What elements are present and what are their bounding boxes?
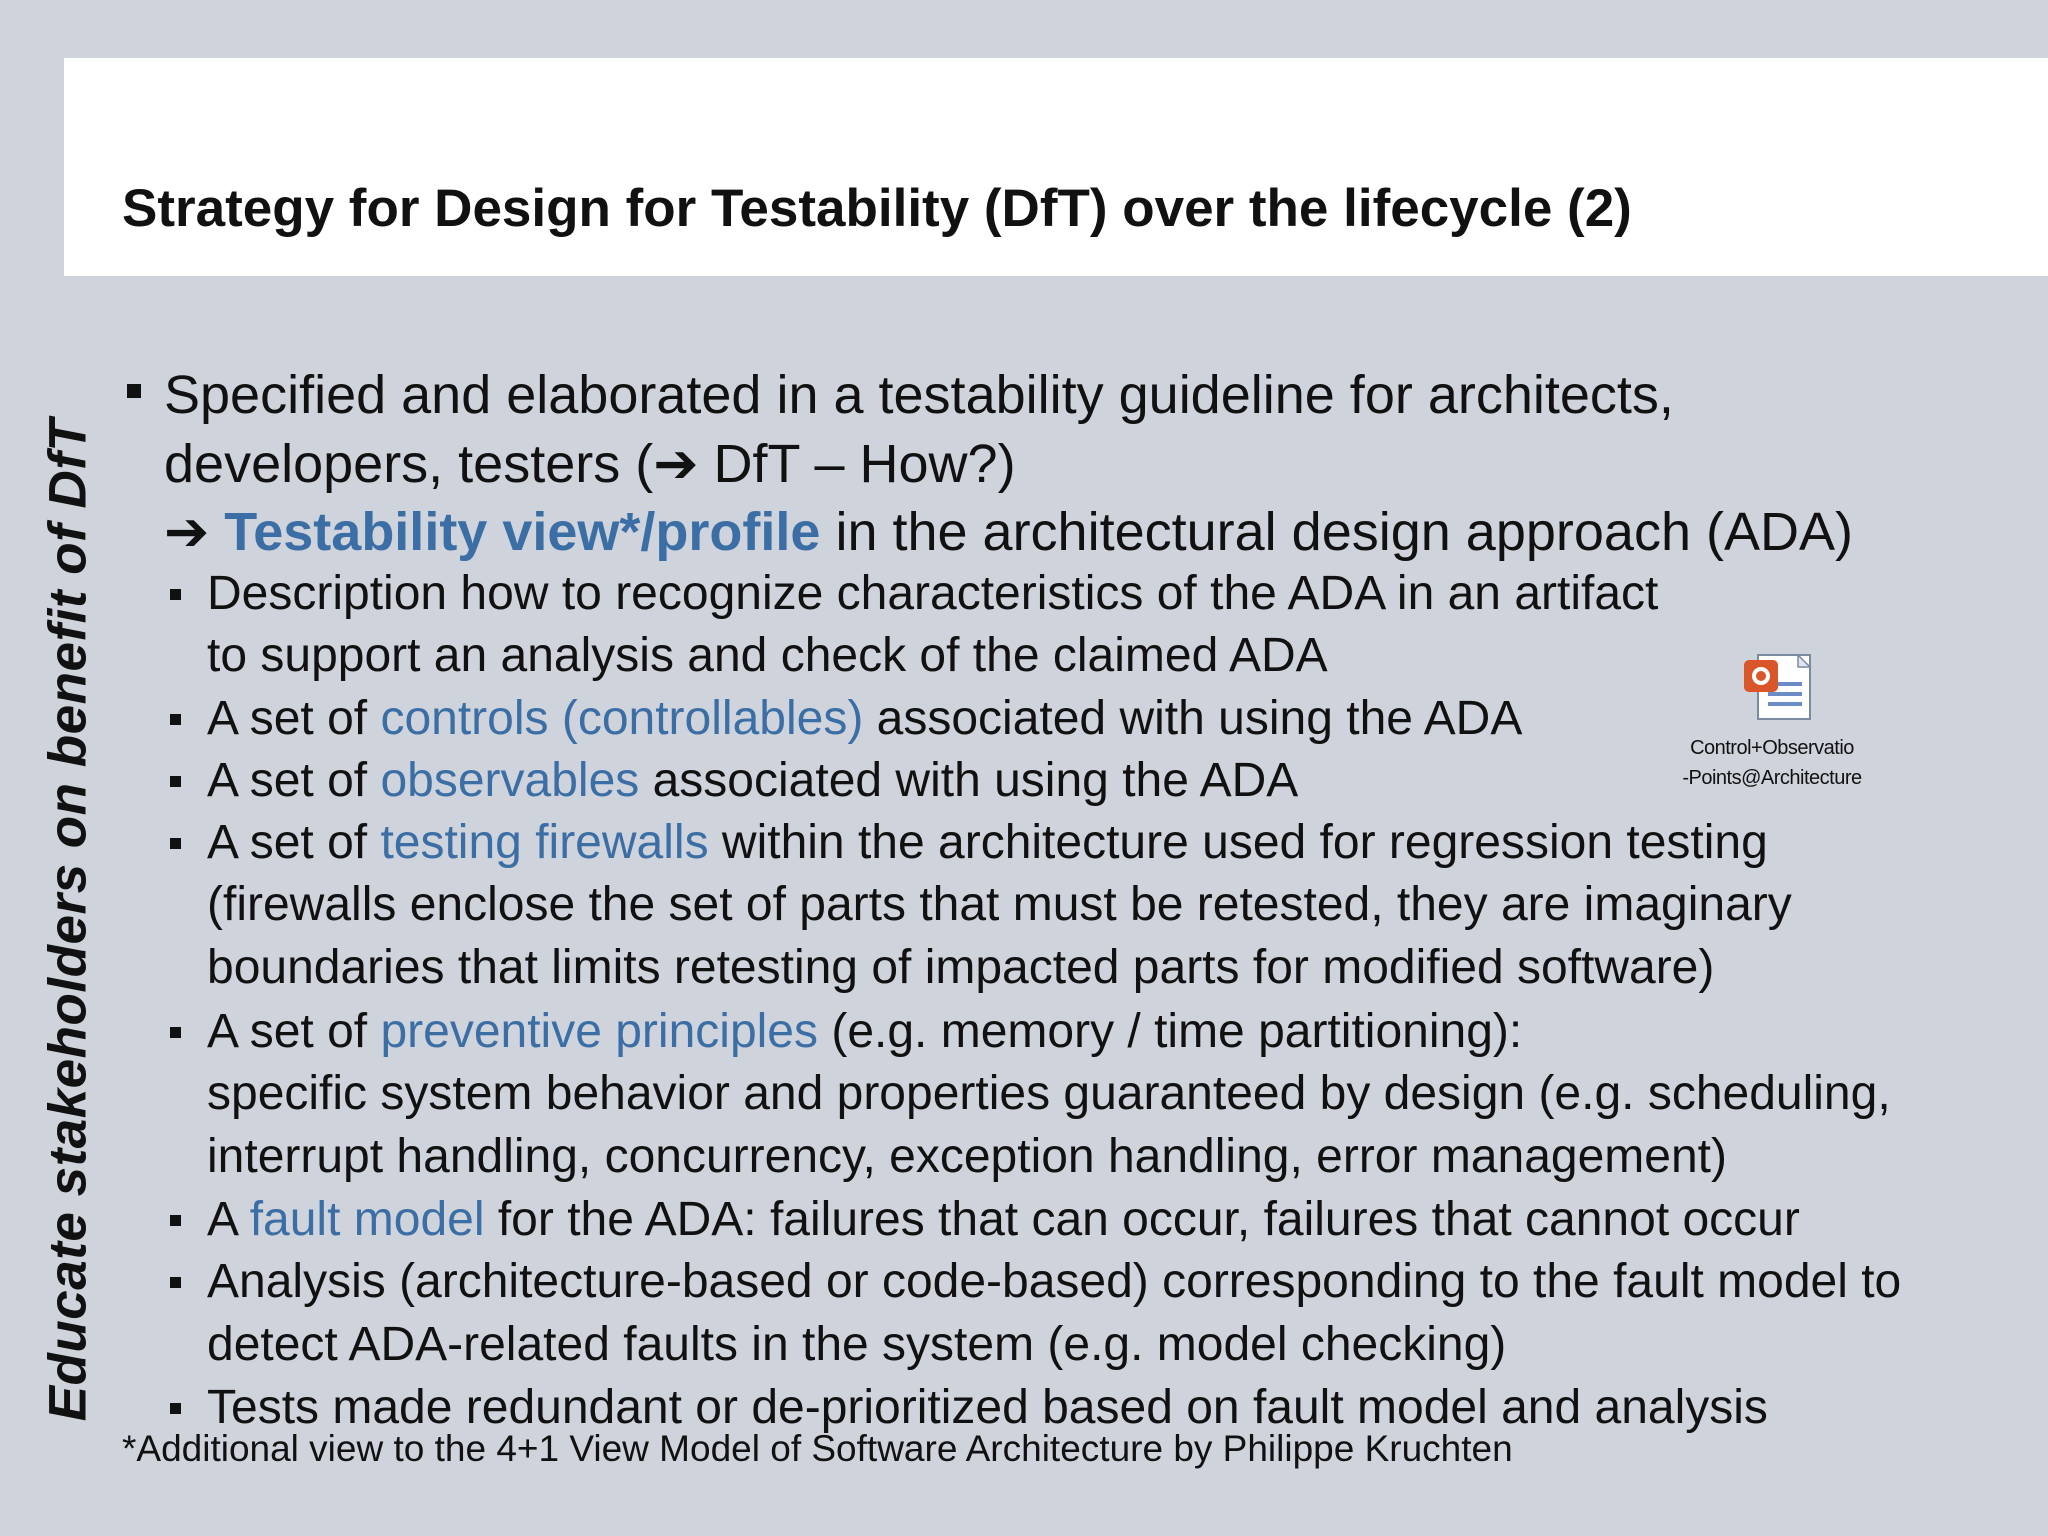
arrow-glyph: ➔ (164, 502, 210, 562)
bullet-square (170, 776, 181, 787)
sub-item-analysis: Analysis (architecture-based or code-based) corresponding to the fault model to (207, 1255, 1902, 1308)
main-bullet-line-1: Specified and elaborated in a testability guideline for architects, (164, 365, 1674, 425)
footnote: *Additional view to the 4+1 View Model of Software Architecture by Philippe Kruchten (122, 1428, 1513, 1469)
sub-item-firewalls-line-3: boundaries that limits retesting of impacted parts for modified software) (207, 941, 1715, 994)
side-label-container (28, 390, 108, 1450)
fault-model-highlight: fault model (249, 1193, 485, 1246)
bullet-square (170, 838, 181, 849)
firewalls-highlight: testing firewalls (380, 816, 709, 869)
title-band (64, 58, 2048, 276)
sub-item-preventive-line-3: interrupt handling, concurrency, exception handling, error management) (207, 1130, 1727, 1183)
main-bullet-line-3-rest: in the architectural design approach (ADA) (820, 502, 1853, 562)
bullet-square (170, 1403, 181, 1414)
side-label: Educate stakeholders on benefit of DfT (38, 418, 98, 1422)
preventive-principles-highlight: preventive principles (380, 1005, 818, 1058)
text-suffix: associated with using the ADA (639, 754, 1299, 807)
text-suffix: for the ADA: failures that can occur, failures that cannot occur (484, 1193, 1800, 1246)
sub-item-observables (207, 753, 1298, 808)
caption-line-2: -Points@Architecture (1682, 767, 1862, 789)
testability-view-highlight: Testability view*/profile (224, 502, 821, 562)
sub-item-analysis-line-2: detect ADA-related faults in the system (e.g. model checking) (207, 1318, 1507, 1371)
main-bullet-line-3 (164, 500, 1853, 563)
bullet-square (127, 384, 141, 398)
observables-highlight: observables (380, 754, 640, 807)
text-prefix: A set of (207, 816, 381, 869)
sub-item-fault-model (207, 1192, 1800, 1247)
embedded-document-caption[interactable] (1652, 733, 1892, 793)
sub-item-firewalls (207, 815, 1768, 870)
sub-item-description-1: Description how to recognize characteristics of the ADA in an artifact (207, 567, 1659, 620)
controls-highlight: controls (controllables) (380, 692, 864, 745)
sub-item-description-2: to support an analysis and check of the claimed ADA (207, 629, 1328, 682)
sub-item-firewalls-line-2: (firewalls enclose the set of parts that must be retested, they are imaginary (207, 878, 1792, 931)
bullet-square (170, 589, 181, 600)
main-bullet-line-2: developers, testers (➔ DfT – How?) (164, 434, 1016, 494)
sub-item-preventive-line-2: specific system behavior and properties guaranteed by design (e.g. scheduling, (207, 1067, 1891, 1120)
sub-item-tests: Tests made redundant or de-prioritized based on fault model and analysis (207, 1381, 1768, 1434)
text-prefix: A set of (207, 754, 381, 807)
sub-item-controls (207, 691, 1522, 746)
bullet-square (170, 1027, 181, 1038)
text-suffix: associated with using the ADA (863, 692, 1523, 745)
text-prefix: A set of (207, 692, 381, 745)
slide-title: Strategy for Design for Testability (DfT) over the lifecycle (2) (122, 179, 1632, 238)
bullet-square (170, 1215, 181, 1226)
text-suffix: (e.g. memory / time partitioning): (818, 1005, 1523, 1058)
bullet-square (170, 1277, 181, 1288)
bullet-square (170, 714, 181, 725)
sub-item-preventive (207, 1004, 1522, 1059)
text-suffix: within the architecture used for regression testing (708, 816, 1768, 869)
text-prefix: A (207, 1193, 250, 1246)
caption-line-1: Control+Observatio (1690, 737, 1854, 759)
text-prefix: A set of (207, 1005, 381, 1058)
